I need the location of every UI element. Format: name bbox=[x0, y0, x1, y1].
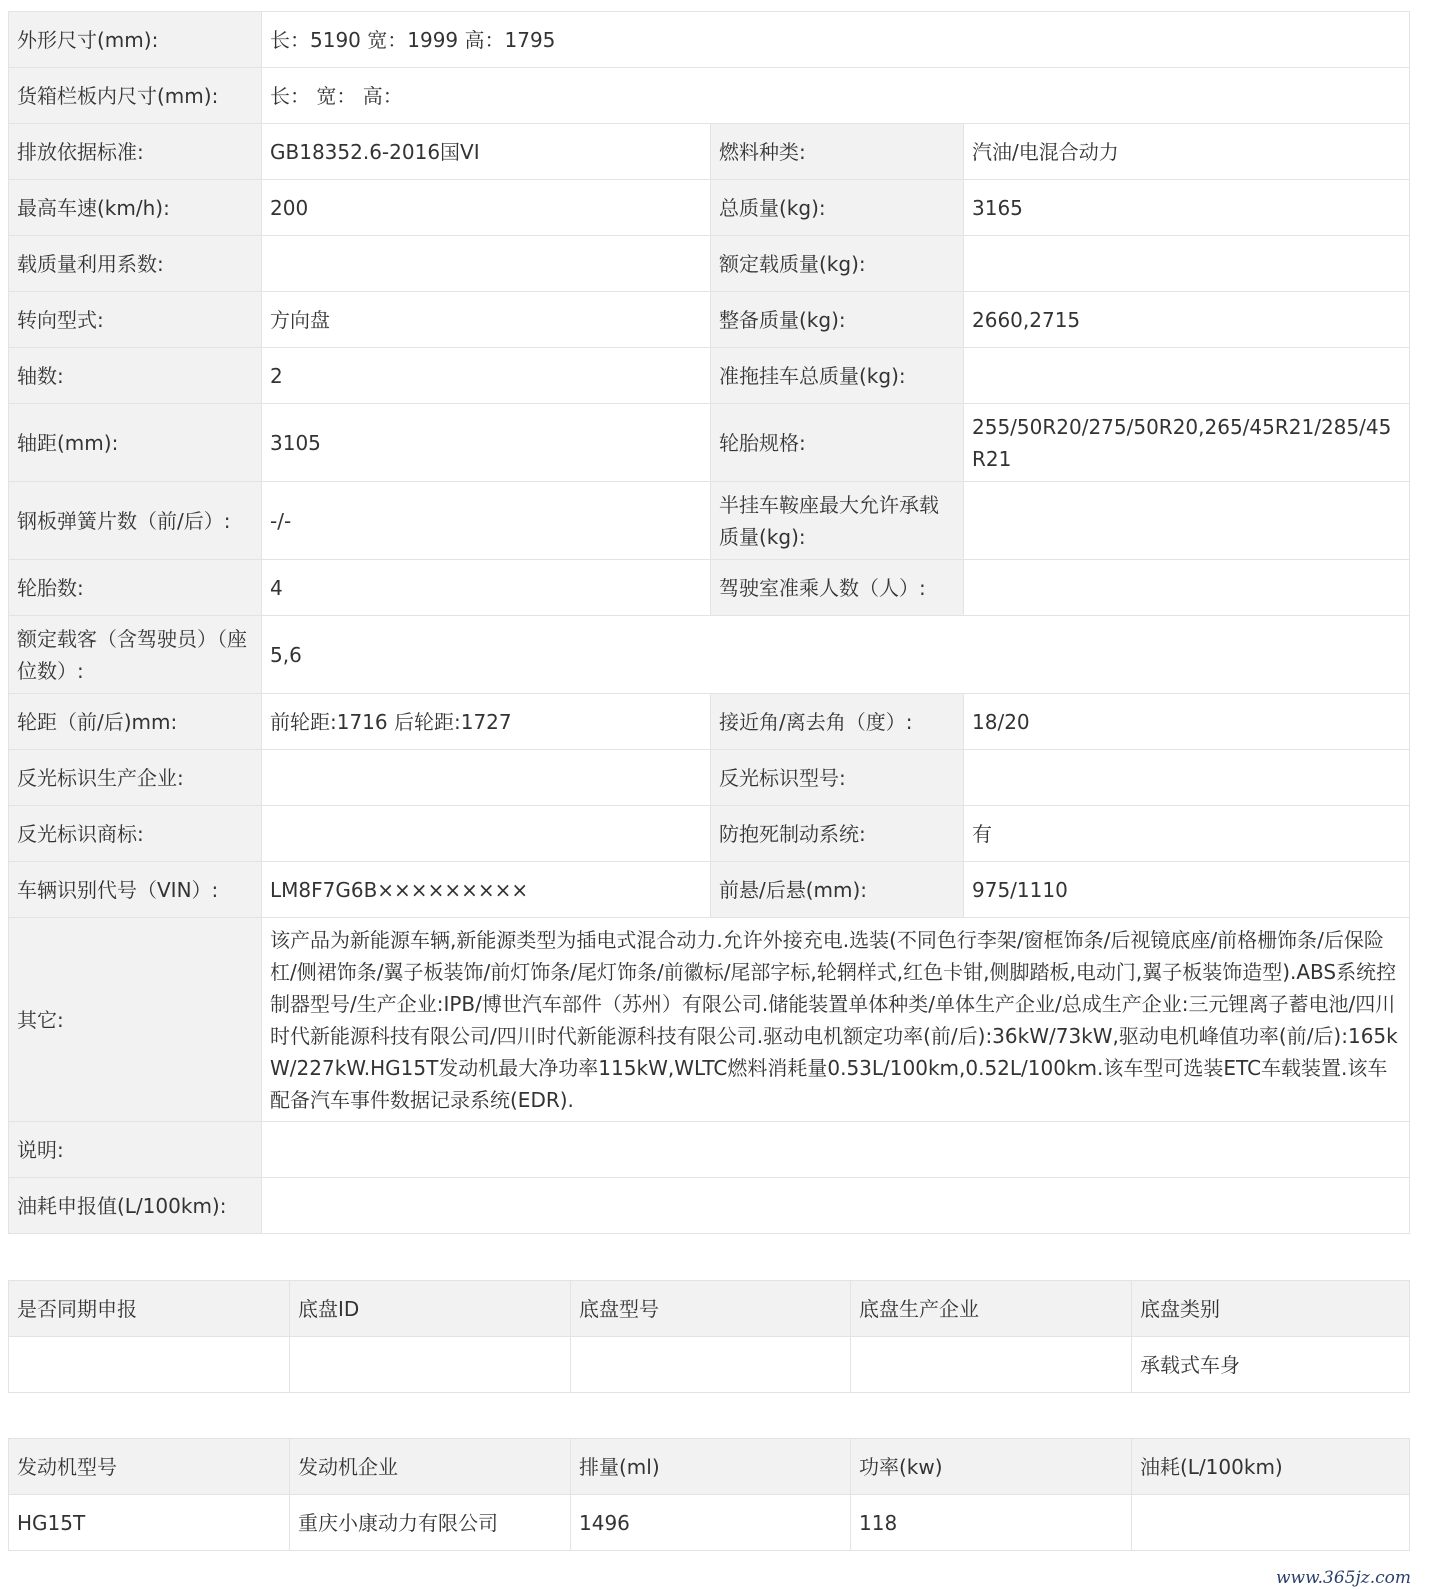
cab-value bbox=[964, 560, 1410, 616]
trailer-label: 准拖挂车总质量(kg): bbox=[711, 348, 964, 404]
chassis-cell bbox=[290, 1337, 571, 1393]
tires-label: 轮胎数: bbox=[9, 560, 262, 616]
engine-header: 发动机型号 bbox=[9, 1439, 290, 1495]
cargo-value: 长： 宽： 高： bbox=[262, 68, 1410, 124]
steering-label: 转向型式: bbox=[9, 292, 262, 348]
engine-table bbox=[8, 1438, 1410, 1551]
vin-value: LM8F7G6B××××××××× bbox=[262, 862, 711, 918]
spec-row bbox=[9, 292, 1410, 348]
engine-cell: 118 bbox=[851, 1495, 1132, 1551]
spec-row bbox=[9, 124, 1410, 180]
chassis-cell bbox=[571, 1337, 851, 1393]
axles-value: 2 bbox=[262, 348, 711, 404]
wheelbase-label: 轴距(mm): bbox=[9, 404, 262, 482]
dims-value: 长：5190 宽：1999 高：1795 bbox=[262, 12, 1410, 68]
chassis-row bbox=[9, 1337, 1410, 1393]
steering-value: 方向盘 bbox=[262, 292, 711, 348]
engine-header: 排量(ml) bbox=[571, 1439, 851, 1495]
other-value: 该产品为新能源车辆,新能源类型为插电式混合动力.允许外接充电.选装(不同色行李架/窗框饰条/后视镜底座/前格栅饰条/后保险杠/侧裙饰条/翼子板装饰/前灯饰条/尾灯饰条/前徽标/尾部字标,轮辋样式,红色卡钳,侧脚踏板,电动门,翼子板装饰造型).ABS系统控制器型号/生产企业:IPB/博世汽车部件（苏州）有限公司.储能装置单体种类/单体生产企业/总成生产企业:三元锂离子蓄电池/四川时代新能源科技有限公司/四川时代新能源科技有限公司.驱动电机额定功率(前/后):36kW/73kW,驱动电机峰值功率(前/后):165kW/227kW.HG15T发动机最大净功率115kW,WLTC燃料消耗量0.53L/100km,0.52L/100km.该车型可选装ETC车载装置.该车配备汽车事件数据记录系统(EDR). bbox=[262, 918, 1410, 1122]
spec-row bbox=[9, 68, 1410, 124]
trailer-value bbox=[964, 348, 1410, 404]
angle-label: 接近角/离去角（度）: bbox=[711, 694, 964, 750]
total-mass-value: 3165 bbox=[964, 180, 1410, 236]
curb-label: 整备质量(kg): bbox=[711, 292, 964, 348]
tire-spec-value: 255/50R20/275/50R20,265/45R21/285/45R21 bbox=[964, 404, 1410, 482]
engine-row bbox=[9, 1495, 1410, 1551]
cargo-label: 货箱栏板内尺寸(mm): bbox=[9, 68, 262, 124]
leaf-label: 钢板弹簧片数（前/后）: bbox=[9, 482, 262, 560]
engine-cell: 1496 bbox=[571, 1495, 851, 1551]
rated-load-value bbox=[964, 236, 1410, 292]
reflect-model-value bbox=[964, 750, 1410, 806]
spec-row bbox=[9, 862, 1410, 918]
engine-header: 油耗(L/100km) bbox=[1132, 1439, 1410, 1495]
curb-value: 2660,2715 bbox=[964, 292, 1410, 348]
tire-spec-label: 轮胎规格: bbox=[711, 404, 964, 482]
abs-value: 有 bbox=[964, 806, 1410, 862]
saddle-label: 半挂车鞍座最大允许承载质量(kg): bbox=[711, 482, 964, 560]
tires-value: 4 bbox=[262, 560, 711, 616]
chassis-header: 底盘ID bbox=[290, 1281, 571, 1337]
abs-label: 防抱死制动系统: bbox=[711, 806, 964, 862]
note-value bbox=[262, 1122, 1410, 1178]
wheelbase-value: 3105 bbox=[262, 404, 711, 482]
angle-value: 18/20 bbox=[964, 694, 1410, 750]
chassis-cell: 承载式车身 bbox=[1132, 1337, 1410, 1393]
rated-load-label: 额定载质量(kg): bbox=[711, 236, 964, 292]
track-value: 前轮距:1716 后轮距:1727 bbox=[262, 694, 711, 750]
spec-row bbox=[9, 12, 1410, 68]
spec-row bbox=[9, 1178, 1410, 1234]
watermark: www.365jz.com bbox=[1276, 1568, 1411, 1588]
spec-row bbox=[9, 404, 1410, 482]
spec-row bbox=[9, 560, 1410, 616]
engine-header: 发动机企业 bbox=[290, 1439, 571, 1495]
leaf-value: -/- bbox=[262, 482, 711, 560]
passengers-label: 额定载客（含驾驶员）（座位数）: bbox=[9, 616, 262, 694]
vin-label: 车辆识别代号（VIN）: bbox=[9, 862, 262, 918]
load-coef-label: 载质量利用系数: bbox=[9, 236, 262, 292]
passengers-value: 5,6 bbox=[262, 616, 1410, 694]
track-label: 轮距（前/后)mm: bbox=[9, 694, 262, 750]
spec-row bbox=[9, 180, 1410, 236]
spec-row bbox=[9, 694, 1410, 750]
chassis-cell bbox=[851, 1337, 1132, 1393]
vehicle-spec-table bbox=[8, 11, 1410, 1234]
speed-label: 最高车速(km/h): bbox=[9, 180, 262, 236]
reflect-brand-label: 反光标识商标: bbox=[9, 806, 262, 862]
spec-row bbox=[9, 806, 1410, 862]
overhang-label: 前悬/后悬(mm): bbox=[711, 862, 964, 918]
speed-value: 200 bbox=[262, 180, 711, 236]
engine-header: 功率(kw) bbox=[851, 1439, 1132, 1495]
reflect-maker-value bbox=[262, 750, 711, 806]
spec-row bbox=[9, 348, 1410, 404]
chassis-header: 底盘类别 bbox=[1132, 1281, 1410, 1337]
chassis-header: 是否同期申报 bbox=[9, 1281, 290, 1337]
spec-row bbox=[9, 616, 1410, 694]
note-label: 说明: bbox=[9, 1122, 262, 1178]
dims-label: 外形尺寸(mm): bbox=[9, 12, 262, 68]
spec-row bbox=[9, 750, 1410, 806]
engine-cell: HG15T bbox=[9, 1495, 290, 1551]
consumption-label: 油耗申报值(L/100km): bbox=[9, 1178, 262, 1234]
cab-label: 驾驶室准乘人数（人）: bbox=[711, 560, 964, 616]
emission-label: 排放依据标准: bbox=[9, 124, 262, 180]
other-label: 其它: bbox=[9, 918, 262, 1122]
engine-cell: 重庆小康动力有限公司 bbox=[290, 1495, 571, 1551]
consumption-value bbox=[262, 1178, 1410, 1234]
total-mass-label: 总质量(kg): bbox=[711, 180, 964, 236]
spec-row bbox=[9, 918, 1410, 1122]
fuel-value: 汽油/电混合动力 bbox=[964, 124, 1410, 180]
emission-value: GB18352.6-2016国VI bbox=[262, 124, 711, 180]
chassis-header: 底盘生产企业 bbox=[851, 1281, 1132, 1337]
overhang-value: 975/1110 bbox=[964, 862, 1410, 918]
spec-row bbox=[9, 236, 1410, 292]
spec-row bbox=[9, 482, 1410, 560]
fuel-label: 燃料种类: bbox=[711, 124, 964, 180]
chassis-cell bbox=[9, 1337, 290, 1393]
engine-cell bbox=[1132, 1495, 1410, 1551]
chassis-table bbox=[8, 1280, 1410, 1393]
saddle-value bbox=[964, 482, 1410, 560]
reflect-maker-label: 反光标识生产企业: bbox=[9, 750, 262, 806]
spec-row bbox=[9, 1122, 1410, 1178]
reflect-brand-value bbox=[262, 806, 711, 862]
axles-label: 轴数: bbox=[9, 348, 262, 404]
load-coef-value bbox=[262, 236, 711, 292]
reflect-model-label: 反光标识型号: bbox=[711, 750, 964, 806]
chassis-header-row bbox=[9, 1281, 1410, 1337]
engine-header-row bbox=[9, 1439, 1410, 1495]
chassis-header: 底盘型号 bbox=[571, 1281, 851, 1337]
